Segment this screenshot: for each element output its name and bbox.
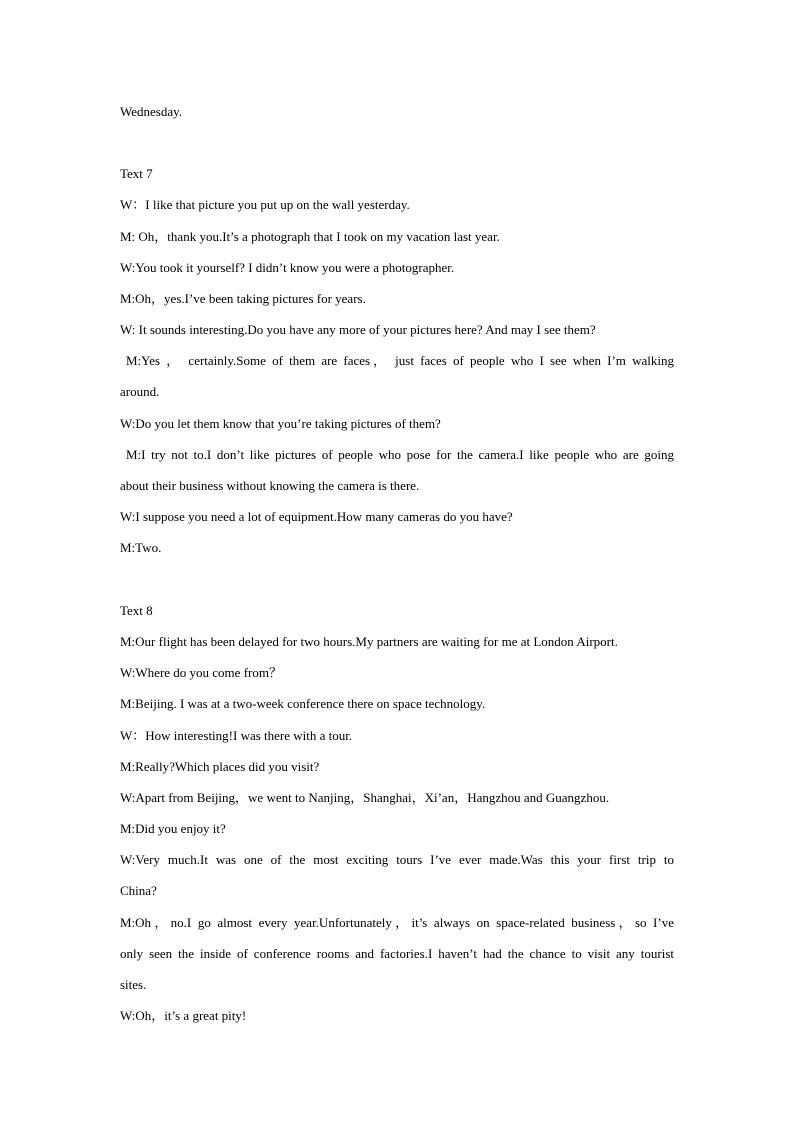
dialogue-line: W:Oh，it’s a great pity! (120, 1008, 247, 1023)
dialogue-line: W:I suppose you need a lot of equipment.How many cameras do you have? (120, 509, 513, 524)
dialogue-line: W:Where do you come from？ (120, 665, 282, 680)
document-page (120, 0, 674, 1123)
dialogue-line: M:I try not to.I don’t like pictures of people who pose for the camera.I like people who are going (126, 447, 674, 462)
dialogue-line: W:Do you let them know that you’re taking pictures of them? (120, 416, 441, 431)
dialogue-line-continuation: around. (120, 384, 160, 399)
dialogue-line: M:Did you enjoy it? (120, 821, 226, 836)
dialogue-line-continuation: about their business without knowing the camera is there. (120, 478, 420, 493)
dialogue-line-continuation: China? (120, 883, 157, 898)
dialogue-line: M:Oh，yes.I’ve been taking pictures for years. (120, 291, 366, 306)
section-heading-text-8: Text 8 (120, 603, 153, 618)
dialogue-line: W: It sounds interesting.Do you have any more of your pictures here? And may I see them? (120, 322, 596, 337)
dialogue-line: M:Yes ， certainly.Some of them are faces， just faces of people who I see when I’m walking (126, 353, 674, 368)
dialogue-line: W：I like that picture you put up on the wall yesterday. (120, 197, 410, 212)
dialogue-line: W：How interesting!I was there with a tour. (120, 728, 353, 743)
dialogue-line: M:Oh，no.I go almost every year.Unfortunately，it’s always on space-related business，so I’ve (120, 915, 674, 930)
dialogue-line: M: Oh，thank you.It’s a photograph that I took on my vacation last year. (120, 229, 500, 244)
dialogue-line: W:Apart from Beijing，we went to Nanjing，Shanghai，Xi’an，Hangzhou and Guangzhou. (120, 790, 610, 805)
dialogue-line: W:You took it yourself? I didn’t know you were a photographer. (120, 260, 455, 275)
dialogue-line: M:Our flight has been delayed for two hours.My partners are waiting for me at London Airport. (120, 634, 618, 649)
dialogue-line: W:Very much.It was one of the most exciting tours I’ve ever made.Was this your first trip to (120, 852, 674, 867)
dialogue-line-continuation: only seen the inside of conference rooms and factories.I haven’t had the chance to visit any tourist (120, 946, 674, 961)
dialogue-line: M:Really?Which places did you visit? (120, 759, 320, 774)
dialogue-line-continuation: sites. (120, 977, 147, 992)
dialogue-line: M:Beijing. I was at a two-week conference there on space technology. (120, 696, 486, 711)
dialogue-line: M:Two. (120, 540, 162, 555)
text-line-wednesday: Wednesday. (120, 104, 183, 119)
section-heading-text-7: Text 7 (120, 166, 153, 181)
